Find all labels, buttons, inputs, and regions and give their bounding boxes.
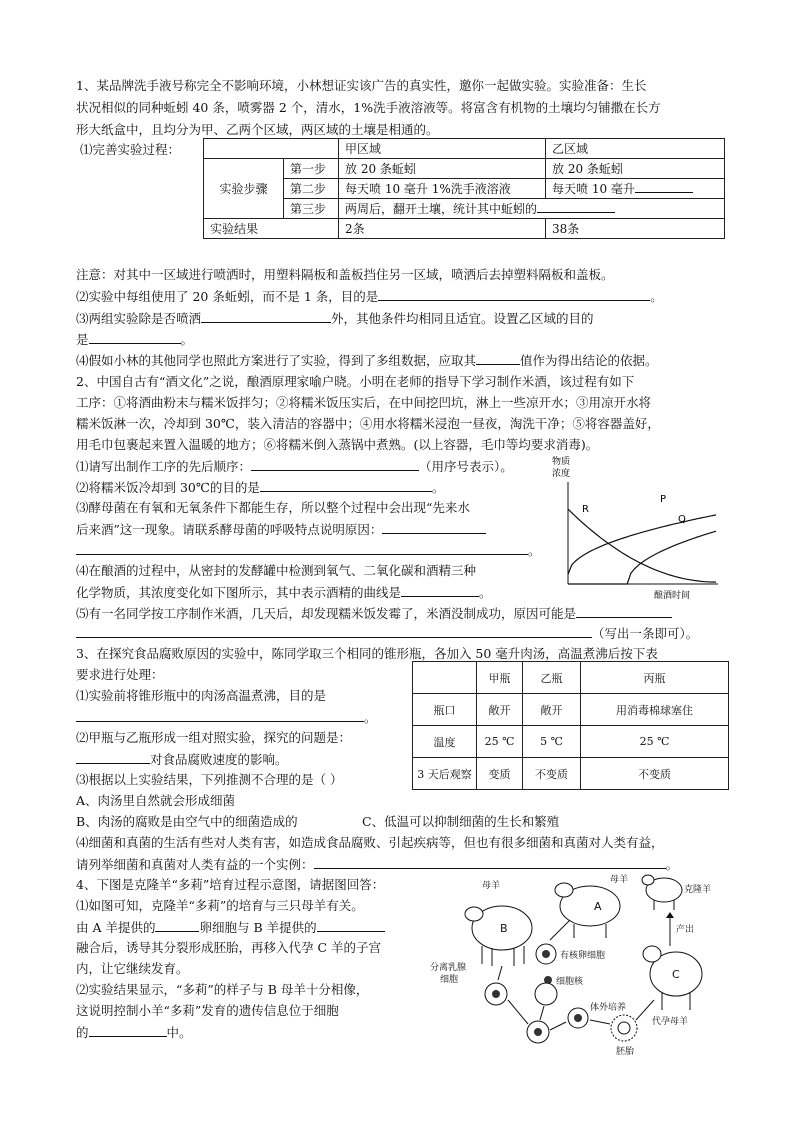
q1-blank-3b[interactable] (89, 330, 181, 344)
sheep-a-letter: A (594, 900, 602, 913)
cell-a3: 两周后，翻开土壤，统计其中蚯蚓的 (339, 199, 725, 219)
sheep-a-mother-label: 母羊 (610, 875, 629, 885)
q3-opt-a[interactable]: A、肉汤里自然就会形成细菌 (76, 793, 236, 808)
q2-blank-4[interactable] (401, 583, 479, 597)
arrow-a-egg (550, 920, 570, 940)
chart-ylabel-2: 浓度 (552, 469, 571, 479)
curve-q (568, 531, 716, 584)
step-3: 第三步 (284, 199, 339, 219)
q3-sub4-2: 请列举细菌和真菌对人类有益的一个实例： 。 (76, 857, 679, 872)
q3-sub4: ⑷细菌和真菌的生活有些对人类有害，如造成食品腐败、引起疾病等，但也有很多细菌和真菌对人类有益， (76, 835, 664, 850)
t2-head-3: 丙瓶 (581, 662, 729, 694)
chart-xlabel: 酿酒时间 (654, 591, 691, 600)
result-b: 38条 (546, 219, 725, 239)
q1-sub4: ⑷假如小林的其他同学也照此方案进行了实验，得到了多组数据，应取其 值作为得出结论的依据。 (76, 353, 658, 368)
q1-blank-3a[interactable] (201, 309, 331, 323)
q4-sub1-c1: 融合后，诱导其分裂形成胚胎，再移入代孕 C 羊的子宫 (76, 940, 382, 955)
t2-r1a: 敞开 (477, 694, 523, 726)
q3-sub1-2: 。 (76, 708, 377, 727)
q2-sub5-2: （写出一条即可）。 (76, 624, 698, 643)
q4-blank-1b[interactable] (317, 918, 385, 932)
culture-label: 体外培养 (590, 1003, 627, 1013)
steps-label: 实验步骤 (204, 159, 284, 219)
egg-nucleus (542, 950, 550, 958)
t2-r3a: 变质 (477, 758, 523, 790)
q2-blank-3a[interactable] (382, 520, 486, 534)
q3-opt-c[interactable]: C、低温可以抑制细菌的生长和繁殖 (362, 814, 560, 829)
sheep-c-letter: C (672, 968, 680, 981)
t2-r2a: 25 ℃ (477, 726, 523, 758)
q3-sub2-2: 对食品腐败速度的影响。 (76, 750, 288, 769)
q4-sub1-b: 由 A 羊提供的 卵细胞与 B 羊提供的 (76, 918, 385, 937)
arrow-culture (550, 1022, 566, 1030)
t2-head-2: 乙瓶 (523, 662, 581, 694)
q3-intro-2: 要求进行处理： (76, 667, 164, 682)
q2-intro-1: 2、中国自古有“酒文化”之说，酿酒原理家喻户晓。小明在老师的指导下学习制作米酒，该过程有如下 (76, 374, 635, 389)
mammary-label-2: 细胞 (440, 975, 459, 985)
arrow-embryo (590, 1020, 610, 1024)
q2-sub4-1: ⑷在酿酒的过程中，从密封的发酵罐中检测到氧气、二氧化碳和酒精三种 (76, 563, 477, 578)
t2-row2-label: 温度 (413, 726, 477, 758)
q3-blank-4[interactable] (314, 855, 666, 869)
t2-r2c: 25 ℃ (581, 726, 729, 758)
q3-intro-1: 3、在探究食品腐败原因的实验中，陈同学取三个相同的锥形瓶，各加入 50 毫升肉汤，高温煮沸后按下表 (76, 646, 658, 661)
q2-sub1: ⑴请写出制作工序的先后顺序： （用序号表示）。 (76, 459, 513, 474)
q4-sub1: ⑴如图可知，克隆羊“多莉”的培育与三只母羊有关。 (76, 898, 364, 913)
q2-intro-2: 工序：①将酒曲粉末与糯米饭拌匀；②将糯米饭压实后，在中间挖凹坑，淋上一些凉开水；③用凉开水将 (76, 395, 652, 410)
q1-sub3-cont: 是 。 (76, 332, 194, 347)
q1-note: 注意：对其中一区域进行喷洒时，用塑料隔板和盖板挡住另一区域，喷洒后去掉塑料隔板和盖板。 (76, 267, 614, 282)
q3-blank-2[interactable] (76, 750, 150, 764)
q1-intro-2: 状况相似的同种蚯蚓 40 条，喷雾器 2 个，清水，1%洗手液溶液等。将富含有机物的土壤均匀铺撒在长方 (76, 100, 661, 115)
t2-r3b: 不变质 (523, 758, 581, 790)
output-label: 产出 (676, 925, 695, 935)
q1-experiment-table (203, 138, 725, 239)
q1-sub1: ⑴完善实验过程： (80, 142, 181, 157)
enucleated-egg (535, 983, 557, 1005)
result-label: 实验结果 (204, 219, 339, 239)
cloning-diagram (430, 868, 730, 1058)
arrow-egg-fuse (540, 1006, 544, 1020)
q4-sub2: ⑵实验结果显示，“多莉”的样子与 B 母羊十分相像， (76, 982, 369, 997)
q4-sub2-b: 这说明控制小羊“多莉”发育的遗传信息位于细胞 (76, 1003, 339, 1018)
q3-blank-1[interactable] (76, 708, 364, 722)
q3-sub3: ⑶根据以上实验结果，下列推测不合理的是（ ） (76, 772, 343, 787)
curve-q-label: Q (678, 514, 686, 525)
q2-sub2: ⑵将糯米饭冷却到 30℃的目的是 。 (76, 480, 445, 495)
embryo-center (618, 1022, 630, 1034)
t2-r3c: 不变质 (581, 758, 729, 790)
blank-b2[interactable] (635, 179, 693, 193)
clone-sheep (642, 875, 682, 910)
t2-r2b: 5 ℃ (523, 726, 581, 758)
q2-intro-3: 糯米饭淋一次，冷却到 30℃，装入清洁的容器中；④用水将糯米浸泡一昼夜，淘洗干净；⑤将容器盖好， (76, 416, 660, 431)
q1-sub2: ⑵实验中每组使用了 20 条蚯蚓，而不是 1 条，目的是 。 (76, 289, 663, 304)
cell-a2: 每天喷 10 毫升 1%洗手液溶液 (339, 179, 546, 199)
mammary-label-1: 分离乳腺 (430, 963, 467, 973)
embryo-label: 胚胎 (616, 1047, 635, 1057)
q2-sub3-3: 。 (76, 541, 541, 560)
q2-blank-1[interactable] (251, 457, 419, 471)
q2-sub3-1: ⑶酵母菌在有氧和无氧条件下都能生存，所以整个过程中会出现“先来水 (76, 500, 470, 515)
q4-sub1-c2: 内，让它继续发育。 (76, 961, 189, 976)
fused-nucleus (534, 1028, 542, 1036)
t2-row3-label: 3 天后观察 (413, 758, 477, 790)
cell-b1: 放 20 条蚯蚓 (546, 159, 725, 179)
q2-sub5: ⑸有一名同学按工序制作米酒，几天后，却发现糯米饭发霉了，米酒没制成功，原因可能是 (76, 604, 672, 623)
q3-sub1: ⑴实验前将锥形瓶中的肉汤高温煮沸，目的是 (76, 688, 327, 703)
clone-label: 克隆羊 (684, 885, 712, 895)
surrogate-label: 代孕母羊 (652, 1017, 689, 1027)
chart-ylabel-1: 物质 (552, 457, 571, 467)
blank-a3[interactable] (537, 199, 615, 213)
q4-blank-2[interactable] (89, 1023, 167, 1037)
sheep-a (555, 883, 620, 938)
culture-nucleus (574, 1014, 582, 1022)
concentration-chart (548, 452, 724, 600)
q2-sub3-2: 后来酒”这一现象。请联系酵母菌的呼吸特点说明原因： (76, 520, 486, 539)
t2-r1b: 敞开 (523, 694, 581, 726)
q1-sub3: ⑶两组实验除是否喷洒 外，其他条件均相同且适宜。设置乙区域的目的 (76, 311, 594, 326)
curve-p (568, 515, 716, 575)
table-head-a: 甲区域 (339, 139, 546, 159)
sheep-b-mother-label: 母羊 (482, 881, 501, 891)
q3-opt-b[interactable]: B、肉汤的腐败是由空气中的细菌造成的 (76, 814, 298, 829)
q4-blank-1a[interactable] (155, 918, 199, 932)
cell-a1: 放 20 条蚯蚓 (339, 159, 546, 179)
curve-p-label: P (660, 494, 667, 505)
q1-intro-1: 1、某品牌洗手液号称完全不影响环境，小林想证实该广告的真实性，邀你一起做实验。实验准备：生长 (76, 78, 647, 93)
t2-head-1: 甲瓶 (477, 662, 523, 694)
q3-sub2: ⑵甲瓶与乙瓶形成一组对照实验，探究的问题是： (76, 730, 352, 745)
q4-intro: 4、下图是克隆羊“多莉”培育过程示意图，请据图回答： (76, 877, 385, 892)
q2-sub4-2: 化学物质，其浓度变化如下图所示，其中表示酒精的曲线是 。 (76, 585, 492, 600)
mammary-nucleus (492, 990, 500, 998)
cell-b2: 每天喷 10 毫升 (546, 179, 725, 199)
egg-label: 有核卵细胞 (560, 951, 606, 961)
output-arrowhead (666, 912, 674, 918)
q3-bottle-table (412, 661, 729, 790)
q1-intro-3: 形大纸盒中，且均分为甲、乙两个区域，两区域的土壤是相通的。 (76, 122, 439, 137)
q2-blank-2[interactable] (260, 478, 432, 492)
sheep-b-letter: B (500, 922, 508, 935)
nucleus-label: 细胞核 (556, 977, 584, 987)
q1-blank-4[interactable] (476, 351, 520, 365)
q2-blank-5a[interactable] (576, 604, 672, 618)
q2-intro-4: 用毛巾包裹起来置入温暖的地方；⑥将糯米倒入蒸锅中煮熟。(以上容器，毛巾等均要求消毒)。 (76, 437, 599, 452)
table-head-b: 乙区域 (546, 139, 725, 159)
q2-blank-5b[interactable] (76, 624, 592, 638)
arrow-fuse (508, 1000, 528, 1024)
curve-r-label: R (582, 504, 589, 515)
q2-blank-3b[interactable] (76, 541, 528, 555)
arrow-b-mammary (498, 966, 502, 980)
t2-r1c: 用消毒棉球塞住 (581, 694, 729, 726)
t2-row1-label: 瓶口 (413, 694, 477, 726)
sheep-b (465, 906, 532, 966)
step-1: 第一步 (284, 159, 339, 179)
q4-sub2-c: 的 中。 (76, 1025, 192, 1040)
result-a: 2条 (339, 219, 546, 239)
step-2: 第二步 (284, 179, 339, 199)
q1-blank-2[interactable] (378, 287, 650, 301)
